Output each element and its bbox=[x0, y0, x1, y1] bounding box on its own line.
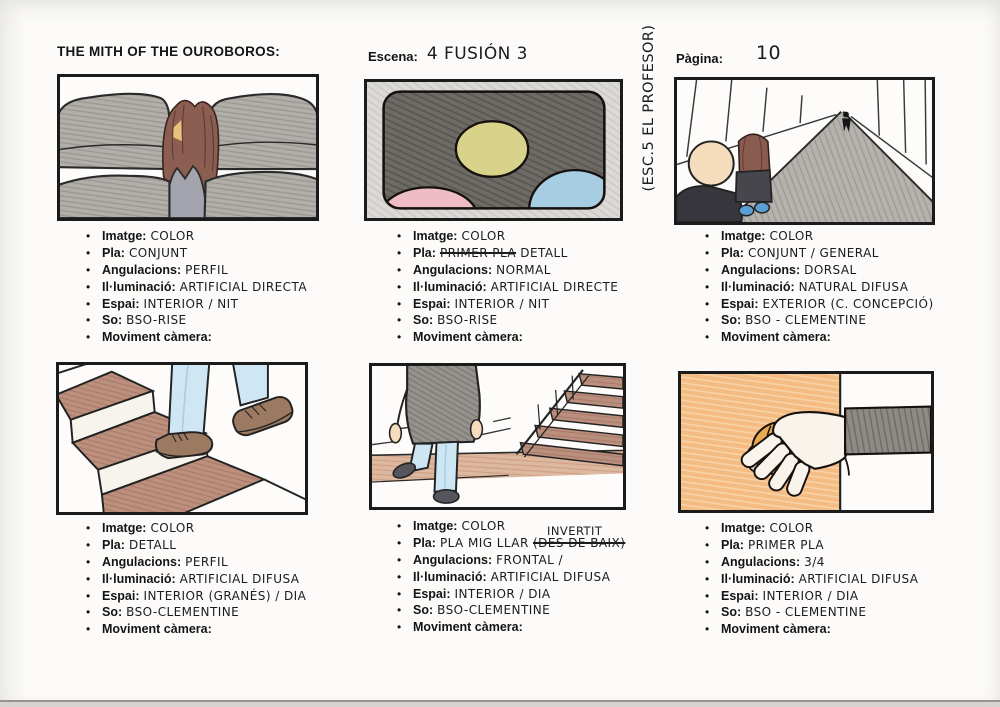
field-label: Pla: bbox=[102, 537, 125, 552]
field-row bbox=[704, 556, 966, 570]
field-value: BSO - CLEMENTINE bbox=[745, 313, 867, 328]
bullet-icon: • bbox=[705, 296, 710, 311]
field-label: Angulacions: bbox=[721, 262, 801, 277]
field-value: ARTIFICIAL DIFUSA bbox=[179, 571, 300, 586]
bullet-icon: • bbox=[397, 296, 402, 311]
field-row bbox=[396, 230, 658, 244]
bullet-icon: • bbox=[397, 519, 402, 533]
strikethrough-text: PRIMER PLA bbox=[439, 245, 517, 260]
field-value: PERFIL bbox=[185, 554, 229, 569]
field-value: BSO - CLEMENTINE bbox=[745, 605, 867, 620]
bullet-icon: • bbox=[705, 279, 710, 294]
scene-value-handwritten: 4 FUSIÓN 3 bbox=[426, 44, 528, 64]
field-label: Moviment càmera: bbox=[413, 620, 523, 635]
field-row bbox=[396, 554, 658, 568]
bullet-icon: • bbox=[397, 535, 402, 550]
field-value: EXTERIOR (C. CONCEPCIÓ) bbox=[762, 296, 934, 311]
field-value: BSO-CLEMENTINE bbox=[126, 605, 240, 620]
field-row bbox=[85, 590, 347, 604]
panel-frame-2 bbox=[364, 79, 623, 221]
drawing-feet-climbing-stairs bbox=[59, 365, 305, 512]
field-value: BSO-RISE bbox=[126, 313, 187, 328]
field-label: Imatge: bbox=[102, 521, 147, 535]
field-value: COLOR bbox=[769, 521, 814, 535]
bullet-icon: • bbox=[86, 279, 91, 294]
field-value: ARTIFICIAL DIFUSA bbox=[490, 569, 611, 584]
field-row bbox=[396, 604, 658, 618]
field-label: Moviment càmera: bbox=[721, 622, 831, 637]
bullet-icon: • bbox=[397, 262, 402, 277]
bullet-icon: • bbox=[705, 588, 710, 603]
bullet-icon: • bbox=[397, 586, 402, 601]
field-label: Il·luminació: bbox=[102, 571, 176, 586]
field-label: Espai: bbox=[721, 588, 759, 603]
field-label: Moviment càmera: bbox=[102, 330, 212, 345]
field-value: DETALL bbox=[516, 245, 568, 260]
field-label: Imatge: bbox=[102, 229, 147, 243]
bullet-icon: • bbox=[705, 262, 710, 277]
field-value: INTERIOR (GRANÉS) / DIA bbox=[143, 588, 307, 603]
field-label: So: bbox=[413, 603, 434, 618]
field-row bbox=[704, 298, 966, 312]
field-row bbox=[85, 298, 347, 312]
field-value: COLOR bbox=[769, 229, 814, 243]
field-label: Pla: bbox=[413, 535, 436, 550]
field-label: Il·luminació: bbox=[413, 569, 487, 584]
bullet-icon: • bbox=[86, 262, 91, 277]
bullet-icon: • bbox=[397, 603, 402, 618]
field-label: Imatge: bbox=[721, 229, 766, 243]
field-row bbox=[396, 247, 658, 261]
field-row bbox=[704, 606, 966, 620]
field-row bbox=[396, 571, 658, 585]
field-value: PLA MIG LLAR bbox=[439, 535, 534, 550]
panel-2-field-list bbox=[396, 230, 658, 348]
panel-frame-5 bbox=[369, 363, 626, 510]
drawing-person-walking-staircase bbox=[372, 366, 623, 507]
bullet-icon: • bbox=[705, 521, 710, 535]
bullet-icon: • bbox=[397, 245, 402, 260]
drawing-cinema-seats-girl bbox=[60, 77, 316, 218]
bullet-icon: • bbox=[86, 571, 91, 586]
field-value: BSO-CLEMENTINE bbox=[437, 603, 551, 618]
field-row bbox=[704, 623, 966, 637]
scene-header bbox=[368, 46, 528, 66]
field-row bbox=[85, 314, 347, 328]
scan-edge bbox=[0, 700, 1000, 707]
field-label: So: bbox=[413, 313, 434, 328]
field-label: Imatge: bbox=[721, 521, 766, 535]
field-row bbox=[704, 314, 966, 328]
field-label: So: bbox=[102, 313, 123, 328]
field-row bbox=[396, 314, 658, 328]
field-label: Angulacions: bbox=[721, 554, 801, 569]
field-row bbox=[85, 230, 347, 244]
bullet-icon: • bbox=[86, 330, 91, 345]
field-label: Pla: bbox=[721, 245, 744, 260]
panel-4-field-list bbox=[85, 522, 347, 640]
field-label: Pla: bbox=[102, 245, 125, 260]
field-row bbox=[396, 264, 658, 278]
field-value-annotated bbox=[533, 523, 626, 551]
bullet-icon: • bbox=[86, 588, 91, 603]
drawing-street-dorsal-figures bbox=[677, 80, 932, 222]
field-value: DORSAL bbox=[804, 262, 857, 277]
field-value: INTERIOR / DIA bbox=[454, 586, 551, 601]
field-row bbox=[85, 606, 347, 620]
field-label: Espai: bbox=[102, 588, 140, 603]
field-label: Moviment càmera: bbox=[413, 330, 523, 345]
bullet-icon: • bbox=[705, 330, 710, 345]
field-row bbox=[85, 281, 347, 295]
field-value: COLOR bbox=[461, 519, 506, 533]
field-row bbox=[704, 247, 966, 261]
annotation-above: INVERTIT bbox=[547, 523, 603, 538]
field-value: INTERIOR / NIT bbox=[143, 296, 239, 311]
drawing-dark-screen-color-spots bbox=[367, 82, 620, 218]
field-value: CONJUNT / GENERAL bbox=[747, 245, 879, 260]
panel-frame-4 bbox=[56, 362, 308, 515]
field-label: Espai: bbox=[102, 296, 140, 311]
field-value: NORMAL bbox=[496, 262, 551, 277]
strikethrough-text: (DES DE BAIX) bbox=[533, 535, 626, 550]
field-row bbox=[704, 264, 966, 278]
field-row bbox=[704, 590, 966, 604]
bullet-icon: • bbox=[397, 279, 402, 294]
bullet-icon: • bbox=[86, 313, 91, 328]
bullet-icon: • bbox=[397, 552, 402, 567]
field-value: DETALL bbox=[128, 537, 177, 552]
field-row bbox=[704, 539, 966, 553]
field-value: NATURAL DIFUSA bbox=[798, 279, 909, 294]
side-annotation-rotated: (ESC.5 EL PROFESOR) bbox=[641, 24, 657, 192]
bullet-icon: • bbox=[86, 229, 91, 243]
field-label: Pla: bbox=[413, 245, 436, 260]
field-value: INTERIOR / NIT bbox=[454, 296, 550, 311]
field-value: 3/4 bbox=[804, 554, 825, 569]
field-row bbox=[396, 331, 658, 345]
document-title: THE MITH OF THE OUROBOROS: bbox=[57, 44, 281, 59]
field-label: Angulacions: bbox=[102, 262, 182, 277]
bullet-icon: • bbox=[86, 537, 91, 552]
panel-6-field-list bbox=[704, 522, 966, 640]
field-row bbox=[704, 331, 966, 345]
field-value: ARTIFICIAL DIRECTE bbox=[490, 279, 619, 294]
field-row bbox=[704, 281, 966, 295]
field-label: So: bbox=[721, 605, 742, 620]
field-value: CONJUNT bbox=[128, 245, 188, 260]
panel-frame-6 bbox=[678, 371, 934, 513]
field-label: So: bbox=[721, 313, 742, 328]
field-row bbox=[396, 520, 658, 534]
bullet-icon: • bbox=[397, 569, 402, 584]
bullet-icon: • bbox=[86, 521, 91, 535]
field-label: Angulacions: bbox=[413, 552, 493, 567]
bullet-icon: • bbox=[705, 622, 710, 637]
bullet-icon: • bbox=[705, 537, 710, 552]
field-row bbox=[85, 331, 347, 345]
bullet-icon: • bbox=[397, 330, 402, 345]
field-label: Pla: bbox=[721, 537, 744, 552]
field-label: Angulacions: bbox=[102, 554, 182, 569]
field-value: FRONTAL / bbox=[496, 552, 564, 567]
bullet-icon: • bbox=[705, 571, 710, 586]
field-row bbox=[85, 522, 347, 536]
bullet-icon: • bbox=[705, 605, 710, 620]
field-row bbox=[704, 522, 966, 536]
field-value: BSO-RISE bbox=[437, 313, 498, 328]
panel-5-field-list bbox=[396, 520, 658, 638]
bullet-icon: • bbox=[397, 229, 402, 243]
field-label: Espai: bbox=[413, 586, 451, 601]
field-label: So: bbox=[102, 605, 123, 620]
page-number-handwritten: 10 bbox=[756, 42, 782, 64]
field-label: Espai: bbox=[413, 296, 451, 311]
field-row bbox=[704, 230, 966, 244]
bullet-icon: • bbox=[86, 554, 91, 569]
field-row bbox=[396, 621, 658, 635]
field-label: Angulacions: bbox=[413, 262, 493, 277]
field-row bbox=[85, 556, 347, 570]
panel-frame-1 bbox=[57, 74, 319, 221]
field-label: Imatge: bbox=[413, 519, 458, 533]
field-label: Moviment càmera: bbox=[721, 330, 831, 345]
scene-label: Escena: bbox=[368, 49, 418, 64]
page-label: Pàgina: bbox=[676, 51, 723, 66]
field-value: PRIMER PLA bbox=[747, 537, 825, 552]
bullet-icon: • bbox=[705, 245, 710, 260]
field-value: ARTIFICIAL DIRECTA bbox=[179, 279, 308, 294]
field-row bbox=[396, 588, 658, 602]
bullet-icon: • bbox=[86, 622, 91, 637]
drawing-hand-grabbing-knob bbox=[681, 374, 931, 510]
field-row bbox=[396, 298, 658, 312]
field-row bbox=[85, 247, 347, 261]
bullet-icon: • bbox=[86, 605, 91, 620]
bullet-icon: • bbox=[705, 313, 710, 328]
field-row bbox=[704, 573, 966, 587]
field-label: Il·luminació: bbox=[721, 279, 795, 294]
field-label: Moviment càmera: bbox=[102, 622, 212, 637]
panel-3-field-list bbox=[704, 230, 966, 348]
bullet-icon: • bbox=[86, 245, 91, 260]
bullet-icon: • bbox=[705, 554, 710, 569]
field-label: Il·luminació: bbox=[413, 279, 487, 294]
page-number-header bbox=[676, 50, 723, 68]
bullet-icon: • bbox=[397, 620, 402, 635]
field-value: PERFIL bbox=[185, 262, 229, 277]
field-label: Imatge: bbox=[413, 229, 458, 243]
field-value: ARTIFICIAL DIFUSA bbox=[798, 571, 919, 586]
field-row bbox=[85, 623, 347, 637]
panel-frame-3 bbox=[674, 77, 935, 225]
bullet-icon: • bbox=[397, 313, 402, 328]
field-row bbox=[85, 573, 347, 587]
bullet-icon: • bbox=[705, 229, 710, 243]
field-value: INTERIOR / DIA bbox=[762, 588, 859, 603]
field-row bbox=[396, 281, 658, 295]
field-row bbox=[85, 539, 347, 553]
field-value: COLOR bbox=[150, 521, 195, 535]
field-value: COLOR bbox=[150, 229, 195, 243]
field-value: COLOR bbox=[461, 229, 506, 243]
field-label: Espai: bbox=[721, 296, 759, 311]
field-row bbox=[85, 264, 347, 278]
panel-1-field-list bbox=[85, 230, 347, 348]
field-label: Il·luminació: bbox=[102, 279, 176, 294]
bullet-icon: • bbox=[86, 296, 91, 311]
field-label: Il·luminació: bbox=[721, 571, 795, 586]
